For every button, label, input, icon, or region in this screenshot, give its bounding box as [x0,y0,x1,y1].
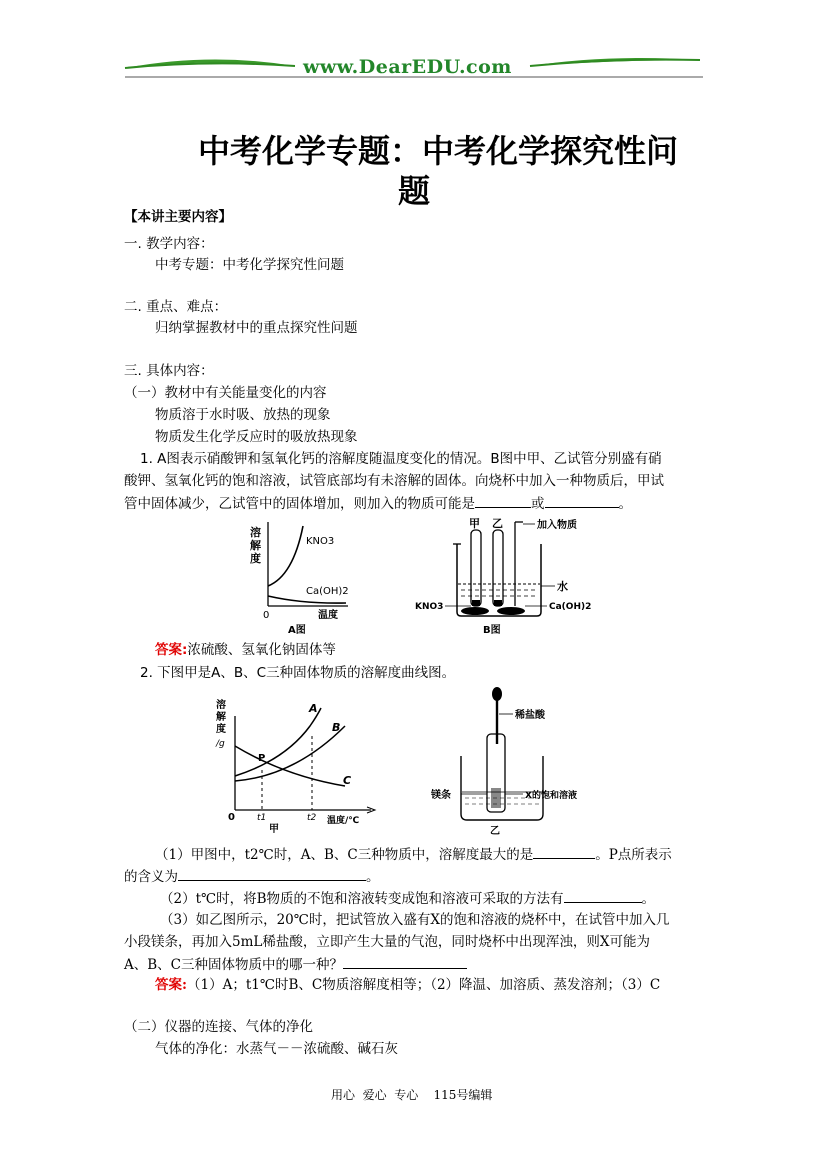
subsection2-title: （二）仪器的连接、气体的净化 [124,1019,313,1035]
figa-caoh2-label: Ca(OH)2 [306,586,349,597]
tube-yi [493,530,503,606]
q2-part1-line1 [155,844,672,865]
section2-label: 二. 重点、难点： [124,299,228,315]
figa-ylabel-2: 解 [250,539,261,552]
q2-part1-question: t2℃时，A、B、C三种物质中，溶解度最大的是 [244,847,534,863]
subsection1-title: （一）教材中有关能量变化的内容 [124,385,327,401]
tube-jia [471,530,481,606]
figa-caption: A图 [288,625,306,636]
q2-part3-line1: （3）如乙图所示，20℃时，把试管放入盛有X的饱和溶液的烧杯中，在试管中加入几 [160,912,670,928]
curve-a [235,708,321,776]
figyi-acid-label: 稀盐酸 [515,710,545,721]
q1-line3-text: 管中固体减少，乙试管中的固体增加，则加入的物质可能是 [124,496,475,512]
figure-yi [425,684,615,836]
q1-blank2 [545,493,619,508]
figjia-b-label: B [332,721,341,734]
q2-part2-question: （2）t℃时，将B物质的不饱和溶液转变成饱和溶液可采取的方法有 [160,891,564,907]
q1-line1: 1. A图表示硝酸钾和氢氧化钙的溶解度随温度变化的情况。B图中甲、乙试管分别盛有硝 [140,451,662,467]
figb-jia: 甲 [469,517,480,530]
figyi-xsol-label: X的饱和溶液 [525,791,577,801]
q2-part1-meaning: 的含义为 [124,869,178,885]
figjia-c-label: C [343,774,352,787]
figb-caoh2-label: Ca(OH)2 [549,602,592,612]
figb-water-label: 水 [557,580,568,593]
q2-blank3 [564,888,642,903]
q2-part3-question: A、B、C三种固体物质中的哪一种？ [124,957,343,973]
figb-add-label: 加入物质 [537,520,577,531]
q2-part1-prefix: （1）甲图中， [155,847,245,863]
site-url: www.DearEDU.com [303,56,512,78]
kno3-curve [268,526,303,586]
q1-line3-or: 或 [531,496,545,512]
figure-b [415,516,595,638]
q2-answer-text: （1）A；t1℃时B、C物质溶解度相等；（2）降温、加溶质、蒸发溶剂；（3）C [186,977,661,993]
q2-part2 [160,888,655,909]
q2-part1-tail: 。P点所表示 [595,847,672,863]
q1-answer-text: 浓硫酸、氢氧化钠固体等 [187,642,336,658]
figjia-ylabel-3: 度 [216,724,226,735]
figjia-caption: 甲 [269,824,279,835]
figyi-caption: 乙 [490,826,500,836]
q2-part1-end: 。 [366,869,380,885]
figjia-xlabel: 温度/℃ [327,816,360,826]
figjia-t2: t2 [307,813,317,823]
q1-line3 [124,493,632,514]
q2-answer-label: 答案: [155,977,187,993]
q1-answer-label: 答案: [155,642,188,658]
figa-ylabel-1: 溶 [250,526,261,539]
figjia-ylabel-4: /g [216,739,225,749]
curve-b [235,726,345,781]
q2-part3-line3 [124,954,467,975]
figjia-p-label: P [258,753,266,764]
section-heading: 【本讲主要内容】 [124,209,232,225]
figjia-ylabel-1: 溶 [216,700,226,711]
figb-yi: 乙 [492,517,503,530]
figb-caption: B图 [483,625,501,636]
figa-kno3-label: KNO3 [306,536,335,547]
section2-text: 归纳掌握教材中的重点探究性问题 [155,320,358,336]
q1-line2: 酸钾、氢氧化钙的饱和溶液，试管底部均有未溶解的固体。向烧杯中加入一种物质后，甲试 [124,473,664,489]
figure-a [248,516,398,638]
q1-blank1 [475,493,531,508]
figjia-ylabel-2: 解 [216,712,226,723]
beaker-yi [461,756,543,820]
q2-part1-line2 [124,866,380,887]
q2-part2-end: 。 [641,891,656,907]
caoh2-curve [268,596,346,603]
section1-text: 中考专题：中考化学探究性问题 [155,257,344,273]
subsection1-item1: 物质溶于水时吸、放热的现象 [155,407,331,423]
figa-origin: 0 [263,610,270,621]
q1-answer [155,640,336,660]
page-title-line1: 中考化学专题：中考化学探究性问 [198,132,679,170]
page-title-line2: 题 [398,172,431,210]
section1-label: 一. 教学内容： [124,236,214,252]
q2-answer [155,975,660,995]
figure-jia [215,686,385,836]
q2-blank2 [178,866,366,881]
figa-ylabel-3: 度 [250,552,261,565]
figa-xlabel: 温度 [318,610,338,621]
figb-kno3-label: KNO3 [415,602,444,612]
section3-label: 三. 具体内容： [124,363,214,379]
figjia-origin: 0 [228,812,235,823]
q2-part3-line2: 小段镁条，再加入5mL稀盐酸，立即产生大量的气泡，同时烧杯中出现浑浊，则X可能为 [124,934,650,950]
figjia-t1: t1 [257,813,267,823]
figyi-mg-label: 镁条 [431,790,451,801]
dropper-bulb [492,687,502,701]
subsection2-line: 气体的净化：水蒸气－－浓硫酸、碱石灰 [155,1041,398,1057]
q2-blank1 [533,844,595,859]
q1-line3-end: 。 [618,496,632,512]
q2-blank4 [343,954,467,969]
page-footer: 用心 爱心 专心 115号编辑 [331,1088,493,1102]
subsection1-item2: 物质发生化学反应时的吸放热现象 [155,429,358,445]
q2-intro: 2. 下图甲是A、B、C三种固体物质的溶解度曲线图。 [140,665,456,681]
figjia-a-label: A [309,702,318,715]
